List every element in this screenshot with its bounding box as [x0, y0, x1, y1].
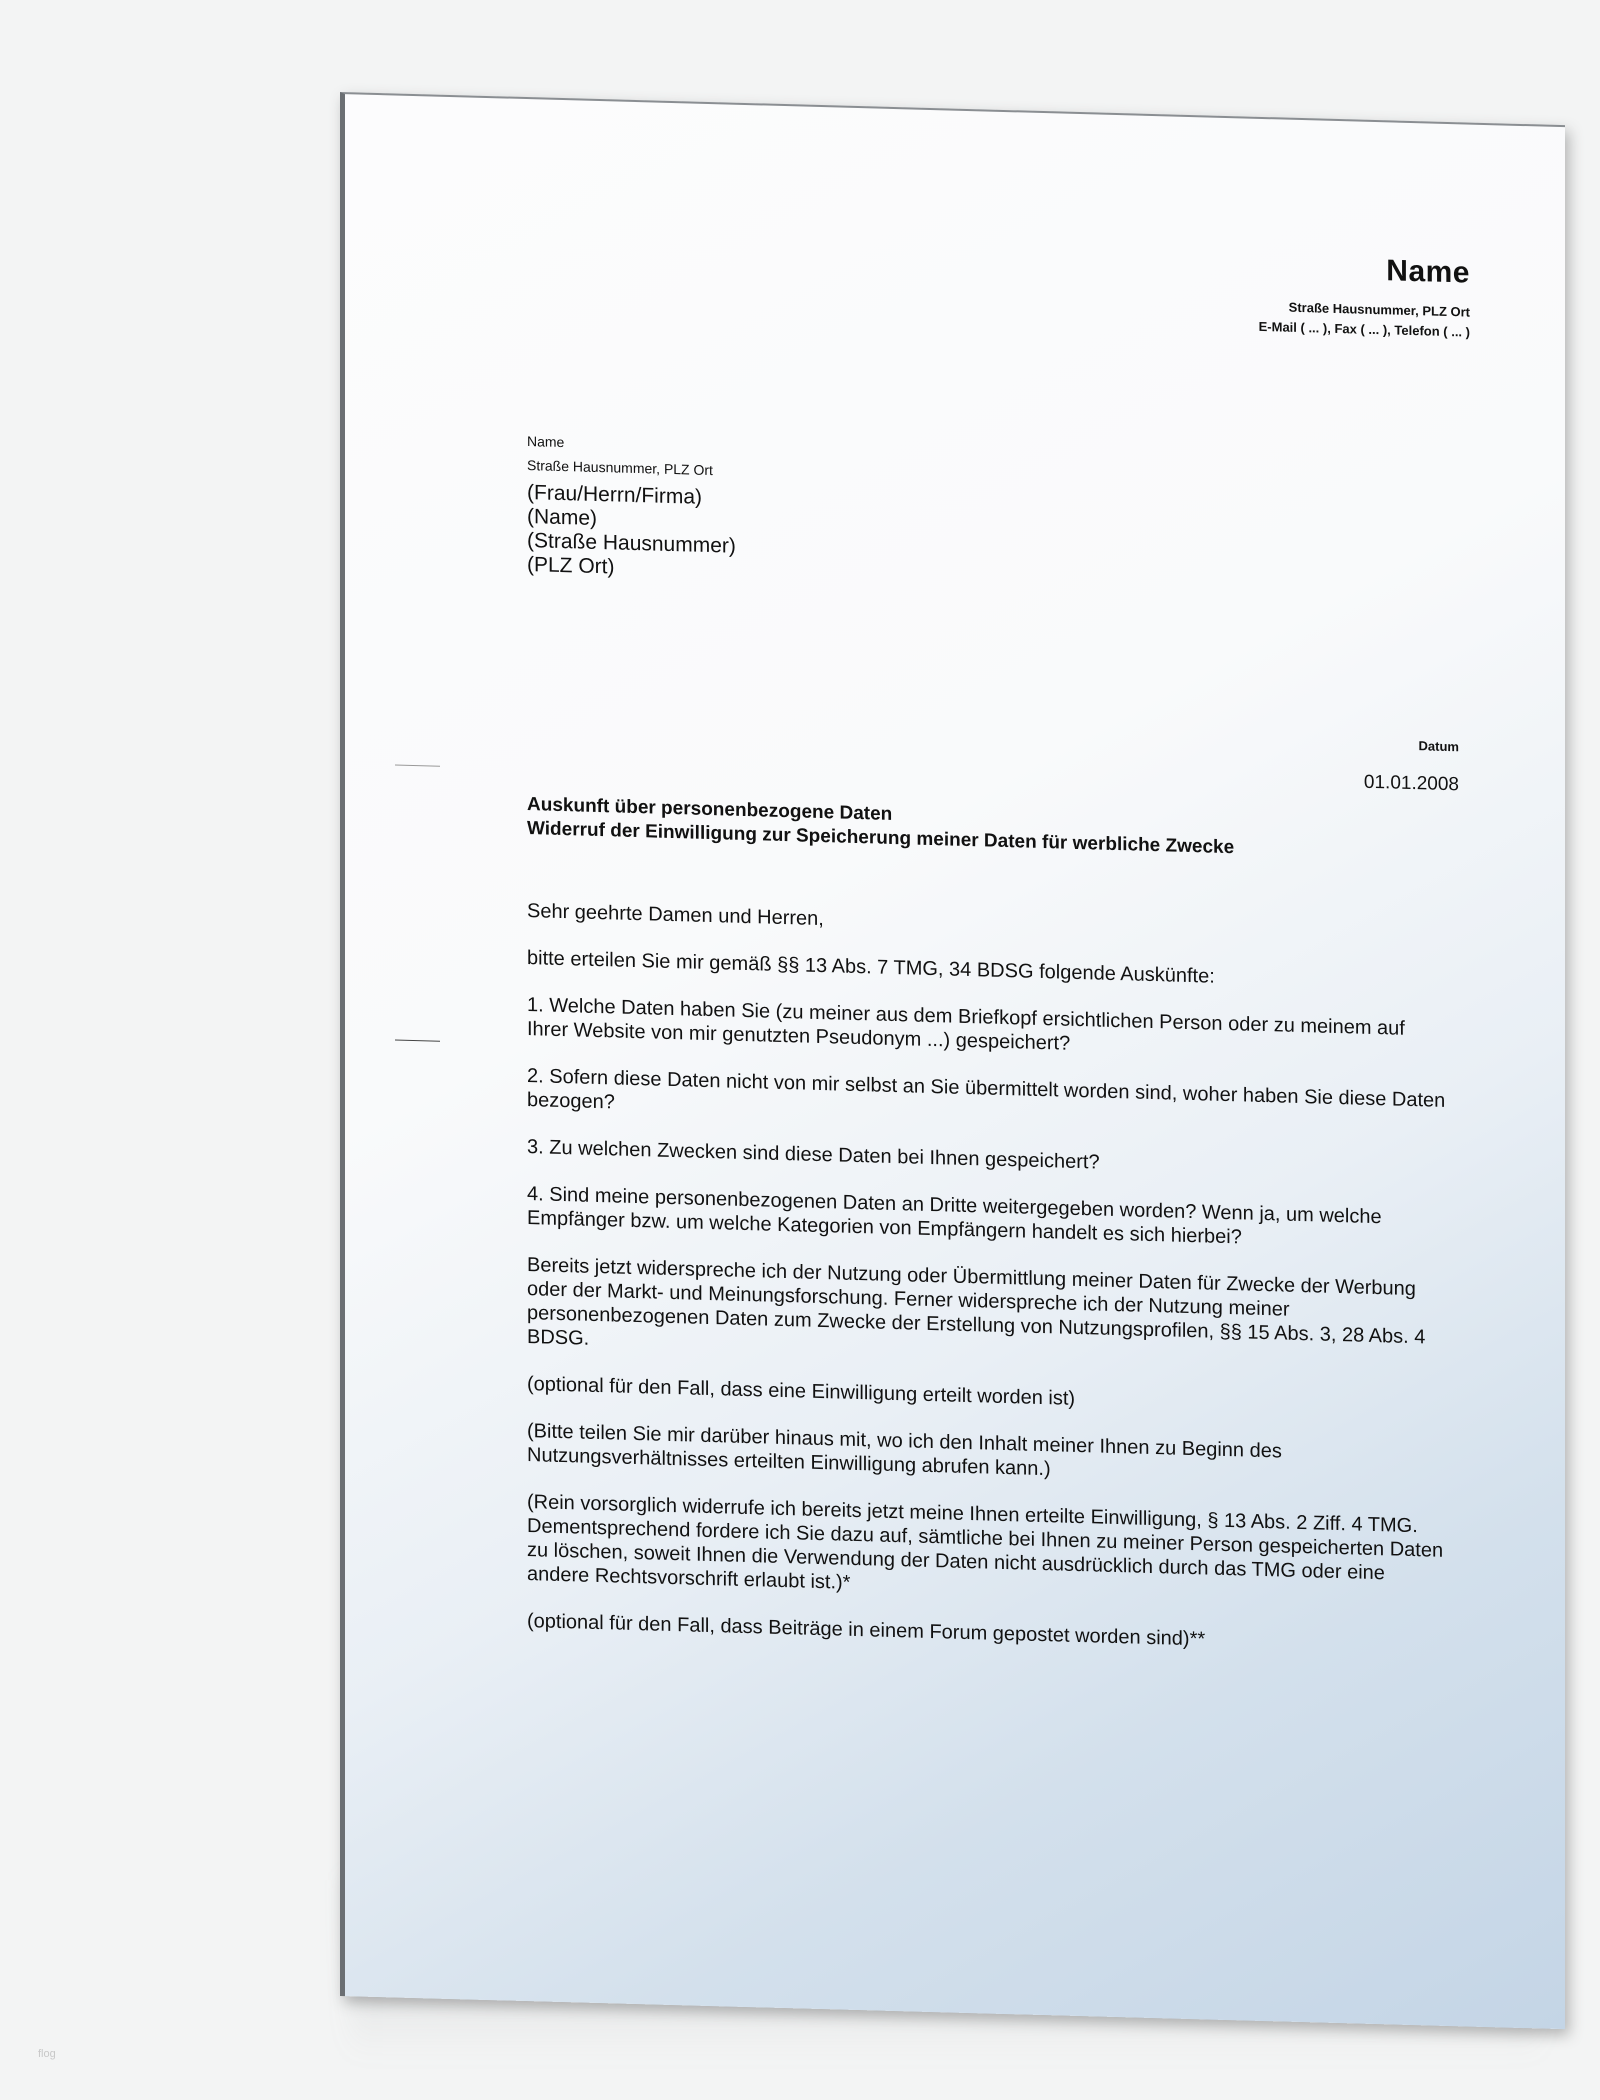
sender-name: Name: [1386, 254, 1470, 290]
recipient-line: (Frau/Herrn/Firma): [527, 481, 703, 509]
sender-address: Straße Hausnummer, PLZ Ort: [1288, 299, 1470, 320]
recipient-line: (PLZ Ort): [527, 553, 615, 579]
salutation: Sehr geehrte Damen und Herren,: [527, 900, 824, 931]
return-address: [527, 429, 713, 482]
question-4: 4. Sind meine personenbezogenen Daten an Dritte weitergegeben worden? Wenn ja, um welche Empfänger bzw. um welche Kategorien von Empfängern handelt es sich hierbei?: [527, 1183, 1382, 1249]
return-name: Name: [527, 433, 565, 451]
recipient-address: [527, 481, 736, 583]
date-label: Datum: [1418, 738, 1459, 755]
objection-paragraph: Bereits jetzt widerspreche ich der Nutzung oder Übermittlung meiner Daten für Zwecke der Werbung oder der Markt- und Meinungsforschung. Ferner widerspreche ich der Nutzung meiner personenbezogenen Daten zum Zwecke der Erstellung von Nutzungsprofilen, §§ 15 Abs. 3, 28 Abs. 4 BDSG.: [527, 1254, 1426, 1350]
date-value: 01.01.2008: [1363, 771, 1459, 796]
question-1: 1. Welche Daten haben Sie (zu meiner aus dem Briefkopf ersichtlichen Person oder zu meinem auf Ihrer Website von mir genutzten Pseudonym ...) gespeichert?: [527, 994, 1405, 1055]
fold-mark: [395, 764, 440, 766]
question-3: 3. Zu welchen Zwecken sind diese Daten bei Ihnen gespeichert?: [527, 1136, 1100, 1174]
date-block: [1364, 737, 1459, 797]
consent-request-paragraph: (Bitte teilen Sie mir darüber hinaus mit, wo ich den Inhalt meiner Ihnen zu Beginn des Nutzungsverhältnisses erteilten Einwilligung abrufen kann.): [527, 1420, 1282, 1481]
revocation-paragraph: (Rein vorsorglich widerrufe ich bereits jetzt meine Ihnen erteilte Einwilligung, § 13 Abs. 2 Ziff. 4 TMG. Dementsprechend fordere ich Sie dazu auf, sämtliche bei Ihnen zu meiner Person gespeicherten Daten zu löschen, soweit Ihnen die Verwendung der Daten nicht ausdrücklich durch das TMG oder eine andere Rechtsvorschrift erlaubt ist.)*: [527, 1491, 1444, 1594]
question-2: 2. Sofern diese Daten nicht von mir selbst an Sie übermittelt worden sind, woher haben Sie diese Daten bezogen?: [527, 1065, 1446, 1114]
optional-note: (optional für den Fall, dass Beiträge in einem Forum gepostet worden sind)**: [527, 1610, 1206, 1651]
optional-note: (optional für den Fall, dass eine Einwilligung erteilt worden ist): [527, 1373, 1076, 1410]
subject-line: Widerruf der Einwilligung zur Speicherung meiner Daten für werbliche Zwecke: [527, 818, 1235, 859]
subject-line: Auskunft über personenbezogene Daten: [527, 794, 893, 825]
return-street: Straße Hausnummer, PLZ Ort: [527, 457, 713, 479]
letter-body: [527, 899, 1447, 1681]
intro-paragraph: bitte erteilen Sie mir gemäß §§ 13 Abs. 7 TMG, 34 BDSG folgende Auskünfte:: [527, 947, 1215, 988]
punch-mark: [395, 1039, 440, 1041]
letter-page: [340, 92, 1565, 2029]
recipient-line: (Name): [527, 505, 598, 530]
sender-contact: E-Mail ( ... ), Fax ( ... ), Telefon ( ... ): [1258, 318, 1470, 340]
watermark-text: flog: [38, 2048, 56, 2060]
sender-block: [1259, 251, 1470, 343]
recipient-line: (Straße Hausnummer): [527, 529, 736, 558]
subject: [527, 793, 1234, 860]
